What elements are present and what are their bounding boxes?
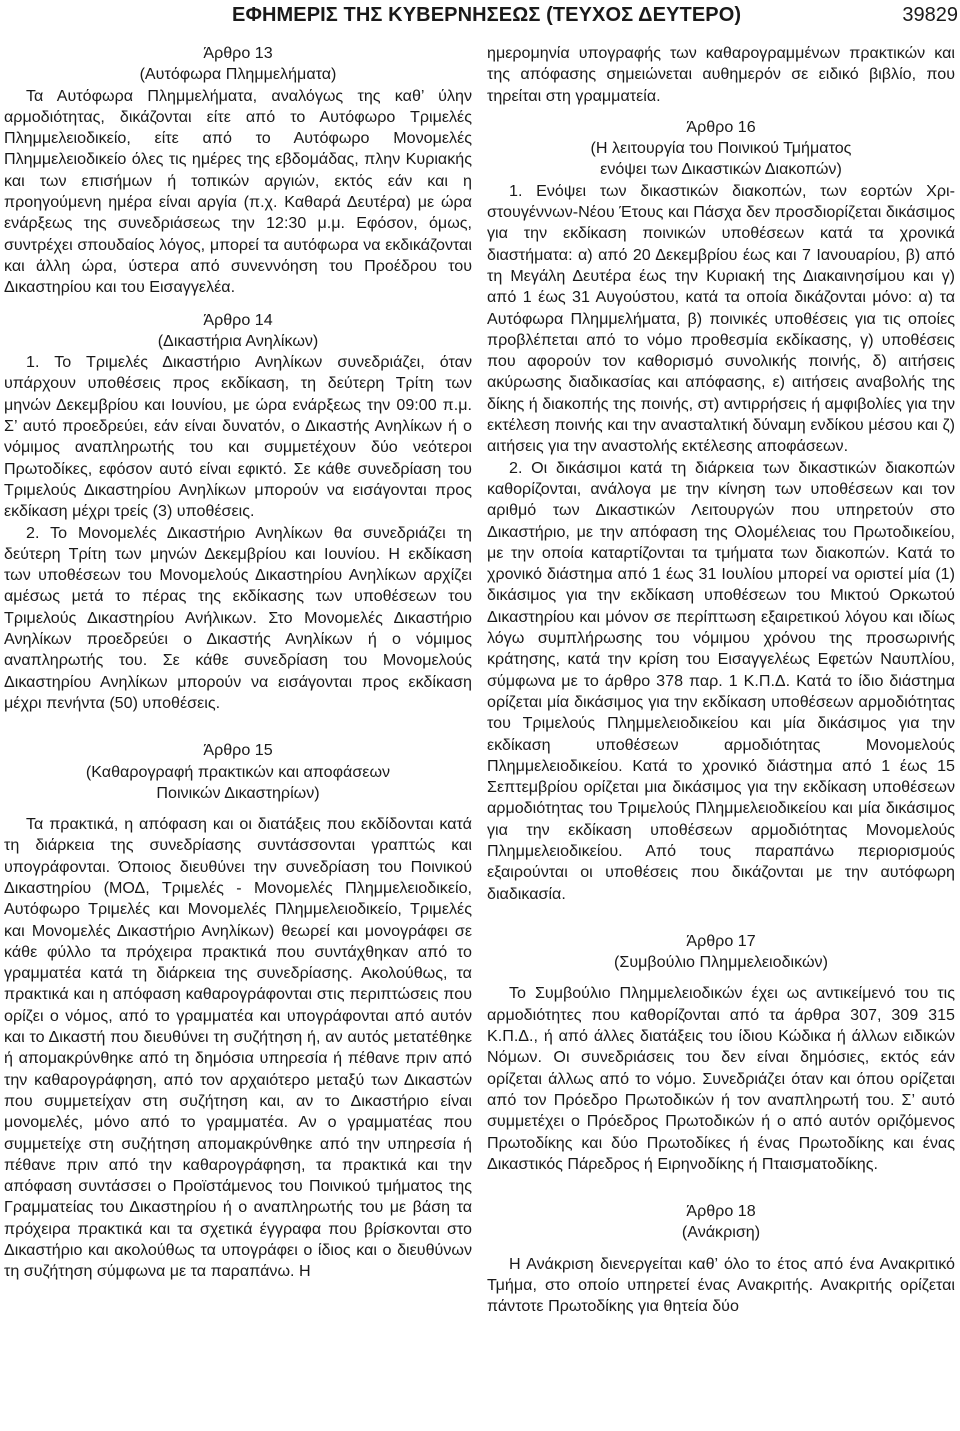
page-header (0, 0, 960, 34)
article-subtitle: ενόψει των Δικαστικών Διακοπών) (600, 160, 842, 179)
article-16-paragraph-2: 2. Οι δικάσιμοι κατά τη διάρκεια των δικαστικών διακοπών καθορίζονται, ανάλογα με την κίνηση των υποθέσεων και τον αριθμό των Δικαστικών Λειτουργών που υπηρετούν στο Δικαστήριο, με την απόφαση της Ολομέλειας του Πρωτοδικείου, με την οποία καταρτίζονται τα τμήματα των διακοπών. Κατά το χρονικό διάστημα από 1 έως 31 Ιουλίου μπορεί να οριστεί μία (1) δικάσιμος για την εκδίκαση υποθέσεων του Μικτού Ορκωτού Δικαστηρίου και μόνον σε περίπτωση εξαιρετικού λόγου και ιδίως λόγω συμπλήρωσης του νόμιμου χρόνου της προσωρινής κράτησης, κατά την κρίση του Εισαγγελέως Εφετών Ναυπλίου, σύμφωνα με το άρθρο 378 παρ. 1 Κ.Π.Δ. Κατά το ίδιο διάστημα ορίζεται μία δικάσιμος για την εκδίκαση υποθέσεων αρμοδιότητας του Τριμελούς Πλημμελειοδικείου και μία δικάσιμος για την εκδίκαση υποθέσεων αρμοδιότητας Μονομελούς Πλημμελειοδικείου. Κατά το χρονικό διάστημα από 1 έως 15 Σεπτεμβρίου ορίζεται μια δικάσιμος για την εκδίκαση υποθέσεων αρμοδιότητας του Τριμελούς Πλημμελειοδικείου και μία δικάσιμος για την εκδίκαση υποθέσεων αρμοδιότητας Μονομελούς Πλημμελειοδικείου. Από τους παραπάνω περιορισμούς εξαιρούνται οι υποθέσεις που δικάζονται με την αυτόφωρη διαδικασία. (487, 458, 955, 903)
left-column (4, 43, 472, 1283)
article-16-heading (487, 117, 955, 181)
article-15-heading (4, 740, 472, 804)
article-title: Άρθρο 15 (203, 741, 273, 760)
article-title: Άρθρο 14 (203, 310, 273, 329)
gazette-title: ΕΦΗΜΕΡΙΣ ΤΗΣ ΚΥΒΕΡΝΗΣΕΩΣ (ΤΕΥΧΟΣ ΔΕΥΤΕΡΟ) (232, 4, 742, 26)
article-title: Άρθρο 13 (203, 44, 273, 62)
article-14-heading (4, 310, 472, 353)
article-15-continuation: ημερομηνία υπογραφής των καθαρογραμμένων πρακτικών και της απόφασης σημειώνεται αυθημερόν σε ειδικό βιβλίο, που τηρείται στη γραμματεία. (487, 44, 955, 105)
article-18-paragraph: Η Ανάκριση διενεργείται καθ’ όλο το έτος από ένα Ανακριτικό Τμήμα, στο οποίο υπηρετεί ένας Ανακριτής. Ανακριτής ορίζεται πάντοτε Πρωτοδίκης για θητεία δύο (487, 1254, 955, 1316)
article-subtitle: (Δικαστήρια Ανηλίκων) (157, 331, 319, 350)
article-17-paragraph: Το Συμβούλιο Πλημμελειοδικών έχει ως αντικείμενό του τις αρμοδιότητες που καθορίζονται από τα άρθρα 307, 309 315 Κ.Π.Δ., ή από άλλες διατάξεις του ίδιου Κώδικα ή άλλων ειδικών Νόμων. Οι συνεδριάσεις του δεν είναι δημόσιες, εκτός εάν ορίζεται άλλως από το νόμο. Συνεδριάζει όταν και όπου ορίζεται από τον Πρόεδρο Πρωτοδικών ή τον αναπληρωτή του. Σ’ αυτό συμμετέχει ο Πρόεδρος Πρωτοδικών ή ο από αυτόν οριζόμενος Πρωτοδίκης και δύο Πρωτοδίκες ή ένας Πρωτοδίκης και ένας Δικαστικός Πάρεδρος ή Ειρηνοδίκης ή Πταισματοδίκης. (487, 984, 955, 1173)
article-18-heading (487, 1201, 955, 1244)
right-column (487, 43, 955, 1318)
article-subtitle: (Η λειτουργία του Ποινικού Τμήματος (590, 139, 852, 158)
article-13-paragraph: Τα Αυτόφωρα Πλημμελήματα, αναλόγως της καθ’ ύλην αρμοδιότητας, δικάζονται είτε από το Αυτόφωρο Τριμελές Πλημμελειοδικείο, είτε από το Αυτόφωρο Μονομελές Πλημμελειοδικείο όλες τις ημέρες της εβδομάδας, πλην Κυριακής και των επισήμων ή τοπικών αργιών, εκτός εάν και η προηγούμενη ημέρα είναι αργία (π.χ. Καθαρά Δευτέρα) με ώρα ενάρξεως της συνεδριάσεως την 12:30 μ.μ. Εφόσον, όμως, συντρέχει σπουδαίος λόγος, μπορεί τα αυτόφωρα να εκδικάζονται και άλλη ώρα, ύστερα από συνεννόηση του Προέδρου του Δικαστηρίου και του Εισαγγελέα. (4, 86, 472, 297)
page-number: 39829 (902, 4, 958, 26)
article-13-heading (4, 43, 472, 86)
article-subtitle: (Συμβούλιο Πλημμελειοδικών) (614, 953, 828, 972)
article-14-paragraph-2: 2. Το Μονομελές Δικαστήριο Ανηλίκων θα συνεδριάζει τη δεύτερη Τρίτη των μηνών Δεκεμβρίου και Ιουνίου. Η εκδίκαση των υποθέσεων του Μονομελούς Δικαστηρίου Ανηλίκων αρχίζει αμέσως μετά το πέρας της εκδίκασης των υποθέσεων του Τριμελούς Δικαστηρίου Ανήλικων. Στο Μονομελές Δικαστήριο Ανηλίκων προεδρεύει ο Δικαστής Ανηλίκων ή ο νόμιμος αναπληρωτής του. Σε κάθε συνεδρίαση του Μονομελούς Δικαστηρίου Ανηλίκων μπορούν να εισάγονται προς εκδίκαση μέχρι πενήντα (50) υποθέσεις. (4, 523, 472, 712)
article-subtitle: Ποινικών Δικαστηρίων) (156, 783, 320, 802)
article-title: Άρθρο 17 (686, 931, 756, 950)
article-16-paragraph-1: 1. Ενόψει των δικαστικών διακοπών, των εορτών Χριστουγέννων-Νέου Έτους και Πάσχα δεν προσδιορίζεται δικάσιμος για την εκδίκαση ποινικών υποθέσεων κατά τα χρονικά διαστήματα: α) από 20 Δεκεμβρίου έως και 7 Ιανουαρίου, β) από τη Μεγάλη Δευτέρα έως την Κυριακή της Διακαινησίμου και γ) από 1 έως 31 Αυγούστου, κατά τα οποία δικάζονται μόνο: α) τα Αυτόφωρα Πλημμελήματα, β) ποινικές υποθέσεις για τις οποίες προβλέπεται από το νόμο προθεσμία εκδίκασης, γ) υποθέσεις που αφορούν τον καθορισμό συνολικής ποινής, δ) αιτήσεις ακύρωσης διαδικασίας και απόφασης, ε) αιτήσεις αναβολής της δίκης ή διακοπής της ποινής, στ) αντιρρήσεις ή αμφιβολίες για την εκτέλεση ποινής και την ανασταλτική δύναμη ενδίκου μέσου και ζ) αιτήσεις για την αναστολής εκτέλεσης αποφάσεων. (487, 181, 955, 456)
article-title: Άρθρο 18 (686, 1202, 756, 1221)
article-subtitle: (Ανάκριση) (681, 1223, 761, 1242)
article-14-paragraph-1: 1. Το Τριμελές Δικαστήριο Ανηλίκων συνεδριάζει, όταν υπάρχουν υποθέσεις προς εκδίκαση, τη δεύτερη Τρίτη των μηνών Δεκεμβρίου και Ιουνίου, με ώρα ενάρξεως την 09:00 π.μ. Σ’ αυτό προεδρεύει, εάν είναι δυνατόν, ο Δικαστής Ανηλίκων ή ο νόμιμος αναπληρωτής του και συμμετέχουν δύο νεότεροι Πρωτοδίκες, εφόσον αυτό είναι εφικτό. Σε κάθε συνεδρίαση του Τριμελούς Δικαστηρίου Ανηλίκων μπορούν να εισάγονται προς εκδίκαση μέχρι τρείς (3) υποθέσεις. (4, 353, 472, 521)
article-17-heading (487, 931, 955, 974)
article-15-paragraph: Τα πρακτικά, η απόφαση και οι διατάξεις που εκδίδονται κατά τη διάρκεια της συνεδρίασης συντάσσονται γραπτώς και υπογράφονται. Όποιος διευθύνει την συνεδρίαση του Ποινικού Δικαστηρίου (ΜΟΔ, Τριμελές - Μονομελές Πλημμελειοδικείο, Αυτόφωρο Τριμελές και Μονομελές Πλημμελειοδικείο, Τριμελές και Μονομελές Δικαστήριο Ανηλίκων) θεωρεί και μονογράφει σε κάθε φύλλο τα πρόχειρα πρακτικά που συντάχθηκαν από το γραμματέα κατά τη διάρκεια της συνεδρίασης. Ακολούθως, τα πρακτικά και η απόφαση καθαρογράφονται στις περιπτώσεις που ορίζει ο νόμος, από το γραμματέα και υπογράφονται από αυτόν και το Δικαστή που διευθύνει τη συζήτηση ή, αν αυτός μετατέθηκε ή απομακρύνθηκε από τη δημόσια υπηρεσία ή πέθανε πριν από την καθαρογράφηση, από τον αρχαιότερο μεταξύ των Δικαστών που συμμετείχαν στη συζήτηση και, αν το Δικαστήριο είναι μονομελές, μόνο από το γραμματέα. Αν ο γραμματέας που συμμετείχε στη συζήτηση απομακρύνθηκε από την υπηρεσία ή πέθανε πριν από την καθαρογράφηση, τα πρακτικά και την απόφαση συντάσσει ο Προϊστάμενος του Ποινικού τμήματος της Γραμματείας του Δικαστηρίου ή ο αναπληρωτής του με βάση τα πρόχειρα πρακτικά και τα σχετικά έγγραφα που βρίσκονται στο Δικαστήριο και ακολούθως τα υπογράφει ο ίδιος και ο διευθύνων τη συζήτηση σύμφωνα με τα παραπάνω. Η (4, 815, 472, 1281)
article-subtitle: (Καθαρογραφή πρακτικών και αποφάσεων (85, 762, 391, 781)
article-subtitle: (Αυτόφωρα Πλημμελήματα) (139, 65, 337, 84)
article-title: Άρθρο 16 (686, 117, 756, 136)
